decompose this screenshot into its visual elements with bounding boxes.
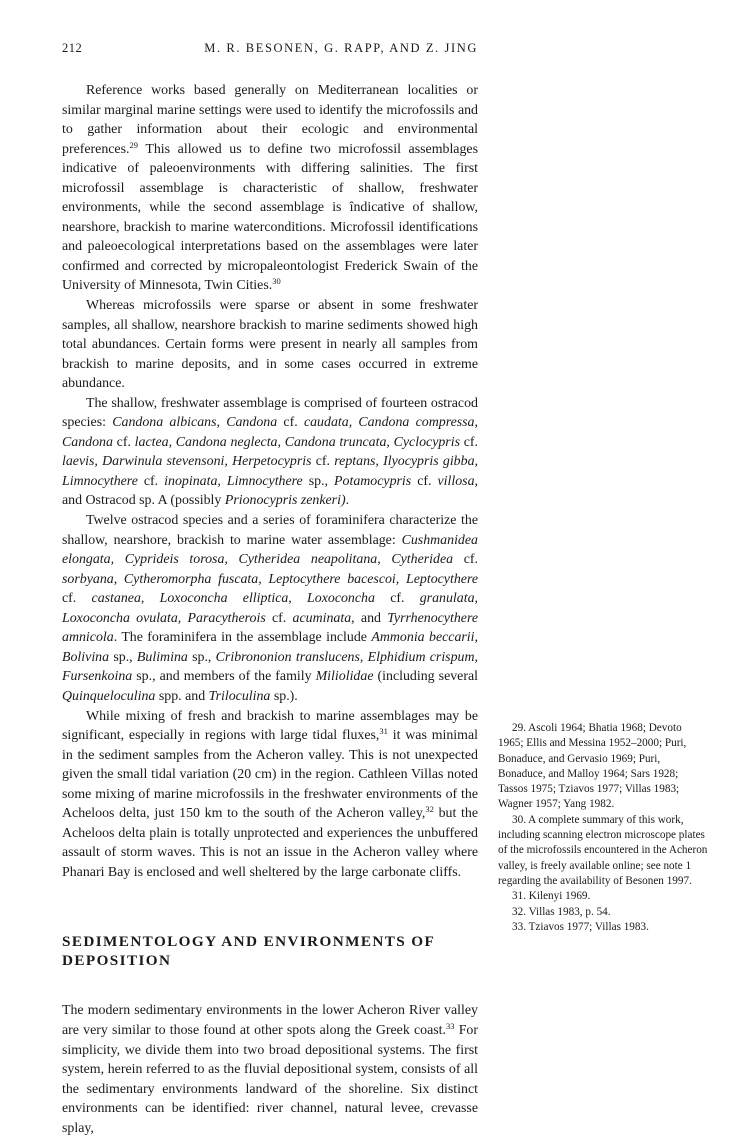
species-name: Cushmanidea elongata, Cyprideis torosa, Cytheridea neapolitana, Cytheridea [62, 532, 478, 568]
paragraph-reference-works [62, 81, 478, 296]
text-run: cf. [277, 415, 304, 431]
species-name: sorbyana, Cytheromorpha fuscata, Leptocythere bacescoi, Leptocythere [62, 571, 478, 587]
species-name: Quinqueloculina [62, 688, 156, 704]
text-run: . The foraminifera in the assemblage include [113, 630, 372, 646]
text-run: The shallow, freshwater assemblage is comprised of fourteen ostracod species: [62, 395, 478, 431]
text-run: sp.). [270, 688, 298, 704]
footnote-31: 31. Kilenyi 1969. [512, 890, 591, 903]
footnote-ref: 33 [446, 1020, 455, 1031]
paragraph-microfossil-abundance: Whereas microfossils were sparse or absent in some freshwater samples, all shallow, nearshore brackish to marine sediments showed high total abundances. Certain forms were present in nearly all samples from brackish to marine deposits, and in some cases occurred in extreme abundance. [62, 298, 478, 392]
species-name: lactea, Candona neglecta, Candona truncata, Cyclocypris [134, 434, 460, 450]
main-text-column [62, 81, 478, 1138]
species-name: Tyrrhenocythere amnicola [62, 610, 478, 646]
text-run: Twelve ostracod species and a series of foraminifera characterize the shallow, nearshore, brackish to marine water assemblage: [62, 513, 478, 548]
text-run: sp., and members of the family [132, 669, 316, 685]
footnote-32: 32. Villas 1983, p. 54. [512, 905, 611, 918]
paragraph-text: but the Acheloos delta plain is totally unprotected and experiences the unbuffered assault of storm waves. This is not an issue in the Acheron valley where Phanari Bay is enclosed and well sheltered by the large carbonate cliffs. [62, 806, 478, 880]
paragraph-text: Reference works based generally on Mediterranean localities or similar marginal marine settings were used to identify the microfossils and to gather information about their ecologic and environmental preferences. [62, 83, 478, 157]
text-run: (including several [373, 669, 478, 685]
text-run: cf. [62, 591, 92, 607]
species-name: Ammonia beccarii, Bolivina [62, 630, 478, 665]
species-name: inopinata, Limnocythere [164, 473, 303, 489]
species-name: Potamocypris [334, 473, 412, 489]
footnote-ref: 29 [129, 139, 138, 150]
species-name: Triloculina [208, 688, 271, 704]
paragraph-text: The modern sedimentary environments in the lower Acheron River valley are very similar to those found at other spots along the Greek coast. [62, 1003, 478, 1038]
species-name: Candona [62, 434, 113, 450]
species-name: Miliolidae [315, 669, 374, 685]
text-run: , and [351, 610, 388, 626]
species-name: laevis, Darwinula stevensoni, Herpetocypris [62, 454, 312, 470]
text-run: , [474, 415, 478, 431]
section-heading: SEDIMENTOLOGY AND ENVIRONMENTS OF DEPOSITION [62, 933, 435, 970]
species-name: Bulimina [136, 649, 188, 665]
text-run: cf. [137, 473, 165, 489]
text-run: . [345, 493, 350, 509]
species-name: castanea, Loxoconcha elliptica, Loxoconcha [91, 591, 375, 607]
footnote-ref: 30 [272, 276, 281, 287]
text-run: cf. [311, 454, 335, 470]
species-name: Prionocypris zenkeri) [224, 493, 346, 509]
footnote-ref: 32 [425, 804, 434, 815]
paragraph-text: While mixing of fresh and brackish to marine assemblages may be significant, especially in regions with large tidal fluxes, [62, 708, 478, 744]
footnote-30: 30. A complete summary of this work, including scanning electron microscope plates of the microfossils encountered in the Acheron valley, is freely available online; see note 1 regarding the availability of Besonen 1997. [498, 813, 708, 887]
page-number: 212 [62, 41, 83, 55]
species-name: Candona albicans, Candona [112, 415, 278, 431]
species-name: caudata, Candona compressa [303, 415, 475, 431]
paragraph-mixing [62, 707, 478, 883]
text-run: spp. and [155, 688, 209, 704]
paragraph-sedimentary-environments [62, 1001, 478, 1138]
footnote-ref: 31 [379, 726, 388, 737]
paragraph-marine-assemblage [62, 511, 478, 706]
species-name: villosa [437, 473, 475, 489]
paragraph-text: it was minimal in the sediment samples from the Acheron valley. This is not unexpected given the small tidal variation (20 cm) in the region. Cathleen Villas noted some mixing of marine microfossils in the freshwater environments of the Acheloos delta, just 150 km to the south of the Acheron valley, [62, 728, 478, 822]
text-run: sp., [302, 473, 335, 489]
text-run: cf. [374, 591, 420, 607]
text-run: cf. [112, 434, 135, 450]
paragraph-text: This allowed us to define two microfossil assemblages indicative of paleoenvironments with differing salinities. The first microfossil assemblage is characteristic of shallow, freshwater environments, while the second assemblage is îndicative of shallow, nearshore, brackish to marine waterconditions. Microfossil identifications and paleoecological interpretations based on the assemblages were later confirmed and corrected by micropaleontologist Frederick Swain of the University of Minnesota, Twin Cities. [62, 141, 478, 294]
page-header [62, 41, 478, 59]
footnotes-column [498, 721, 708, 935]
species-name: Cribrononion translucens, Elphidium crispum, Fursenkoina [62, 649, 478, 685]
footnote-29: 29. Ascoli 1964; Bhatia 1968; Devoto 1965; Ellis and Messina 1952–2000; Puri, Bonaduce, and Gervasio 1969; Puri, Bonaduce, and Malloy 1964; Sars 1928; Tassos 1975; Tziavos 1977; Villas 1983; Wagner 1957; Yang 1982. [498, 722, 687, 811]
text-run: cf. [411, 473, 438, 489]
text-run: cf. [459, 434, 478, 450]
species-name: acuminata [292, 610, 352, 626]
footnote-33: 33. Tziavos 1977; Villas 1983. [512, 920, 649, 933]
text-run: sp., [187, 649, 216, 665]
paragraph-freshwater-assemblage [62, 394, 478, 511]
running-head: M. R. BESONEN, G. RAPP, AND Z. JING [204, 41, 478, 55]
species-name: granulata, Loxoconcha ovulata, Paracytherois [62, 591, 478, 626]
paragraph-text: For simplicity, we divide them into two broad depositional systems. The first system, herein referred to as the fluvial depositional system, consists of all the sedimentary environments landward of the shoreline. Six distinct environments can be identified: river channel, natural levee, crevasse splay, [62, 1022, 478, 1136]
text-run: cf. [453, 552, 478, 568]
text-run: , and Ostracod sp. A (possibly [62, 473, 478, 509]
text-run: cf. [265, 610, 293, 626]
text-run: sp., [109, 649, 137, 665]
species-name: reptans, Ilyocypris gibba, Limnocythere [62, 454, 478, 489]
